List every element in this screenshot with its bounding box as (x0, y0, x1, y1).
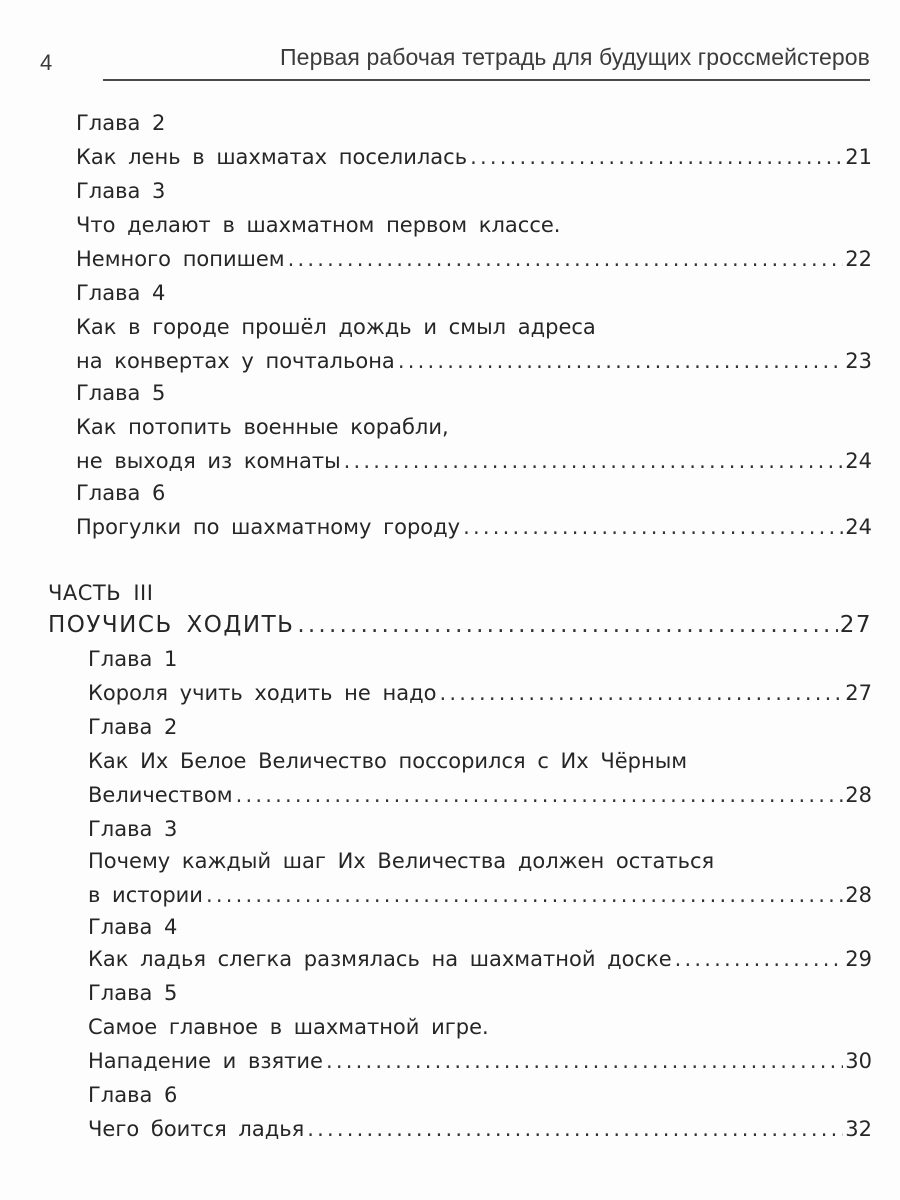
entry-title: Величеством (88, 783, 233, 807)
chapter-label: Глава 5 (76, 381, 166, 405)
entry-title: Нападение и взятие (88, 1049, 323, 1073)
toc-entry[interactable] (88, 878, 872, 912)
leader-dots (395, 344, 843, 378)
leader-dots (467, 140, 843, 174)
leader-dots (285, 242, 844, 276)
toc-entry[interactable] (88, 1112, 872, 1146)
entry-title-line: Как в городе прошёл дождь и смыл адреса (76, 315, 596, 339)
toc-entry[interactable] (88, 778, 872, 812)
leader-dots (233, 778, 844, 812)
entry-title: на конвертах у почтальона (76, 349, 395, 373)
leader-dots (304, 1112, 843, 1146)
entry-page: 27 (839, 612, 872, 638)
header-divider (103, 79, 870, 81)
toc-entry[interactable] (76, 344, 872, 378)
part-entry[interactable] (48, 608, 872, 642)
entry-title: в истории (88, 883, 203, 907)
running-title: Первая рабочая тетрадь для будущих гроссмейстеров (280, 44, 870, 70)
entry-page: 28 (845, 883, 872, 907)
leader-dots (460, 510, 843, 544)
entry-title-line: Как Их Белое Величество поссорился с Их Чёрным (88, 749, 688, 773)
entry-page: 21 (845, 145, 872, 169)
chapter-label: Глава 2 (76, 111, 166, 135)
entry-page: 27 (845, 681, 872, 705)
part-label: ЧАСТЬ III (48, 581, 154, 605)
chapter-label: Глава 3 (88, 817, 178, 841)
toc-entry[interactable] (88, 942, 872, 976)
entry-page: 23 (845, 349, 872, 373)
entry-title: Немного попишем (76, 247, 285, 271)
toc-entry[interactable] (76, 242, 872, 276)
toc-entry[interactable] (76, 444, 872, 478)
chapter-label: Глава 4 (76, 281, 166, 305)
page-header (0, 38, 900, 88)
entry-page: 32 (845, 1117, 872, 1141)
chapter-label: Глава 6 (76, 481, 166, 505)
entry-page: 29 (845, 947, 872, 971)
entry-title-line: Что делают в шахматном первом классе. (76, 213, 561, 237)
entry-title: Короля учить ходить не надо (88, 681, 437, 705)
entry-page: 30 (845, 1049, 872, 1073)
leader-dots (203, 878, 843, 912)
entry-page: 24 (845, 449, 872, 473)
entry-title: Чего боится ладья (88, 1117, 305, 1141)
chapter-label: Глава 5 (88, 981, 178, 1005)
toc-entry[interactable] (88, 1044, 872, 1078)
entry-title: Как лень в шахматах поселилась (76, 145, 468, 169)
entry-page: 22 (845, 247, 872, 271)
leader-dots (294, 608, 837, 642)
toc-entry[interactable] (76, 510, 872, 544)
chapter-label: Глава 2 (88, 715, 178, 739)
entry-title: Прогулки по шахматному городу (76, 515, 461, 539)
chapter-label: Глава 1 (88, 647, 178, 671)
entry-title: Как ладья слегка размялась на шахматной доске (88, 947, 672, 971)
part-title: ПОУЧИСЬ ХОДИТЬ (48, 612, 295, 638)
chapter-label: Глава 4 (88, 915, 178, 939)
entry-title: не выходя из комнаты (76, 449, 341, 473)
entry-page: 28 (845, 783, 872, 807)
leader-dots (436, 676, 843, 710)
entry-title-line: Почему каждый шаг Их Величества должен остаться (88, 849, 715, 873)
chapter-label: Глава 6 (88, 1083, 178, 1107)
leader-dots (323, 1044, 843, 1078)
toc-entry[interactable] (76, 140, 872, 174)
page-number: 4 (40, 50, 53, 75)
chapter-label: Глава 3 (76, 179, 166, 203)
entry-title-line: Как потопить военные корабли, (76, 415, 449, 439)
toc-entry[interactable] (88, 676, 872, 710)
entry-page: 24 (845, 515, 872, 539)
entry-title-line: Самое главное в шахматной игре. (88, 1015, 489, 1039)
leader-dots (672, 942, 844, 976)
leader-dots (341, 444, 844, 478)
